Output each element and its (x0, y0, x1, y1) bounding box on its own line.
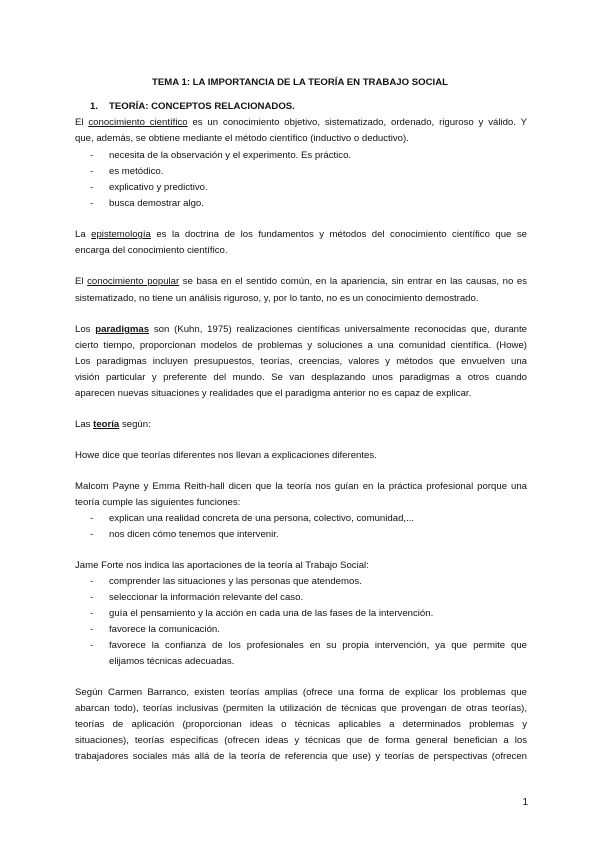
bullet-dash: - (90, 513, 94, 524)
paragraph-line: abarcan todo), teorías inclusivas (permiten la utilización de técnicas que provengan de otras teorías), (75, 703, 527, 714)
section-heading: TEORÍA: CONCEPTOS RELACIONADOS. (109, 101, 295, 112)
list-item: explican una realidad concreta de una persona, colectivo, comunidad,... (109, 513, 415, 524)
paragraph-forte-line1: Jame Forte nos indica las aportaciones de la teoría al Trabajo Social: (75, 560, 369, 571)
text-fragment: Los (75, 324, 96, 335)
paragraph-epistemologia-line1 (75, 229, 527, 241)
paragraph-line: que, además, se obtiene mediante el método científico (inductivo o deductivo). (75, 133, 409, 144)
list-item: nos dicen cómo tenemos que intervenir. (109, 529, 279, 540)
list-item: seleccionar la información relevante del caso. (109, 592, 304, 603)
list-item: es metódico. (109, 166, 164, 177)
paragraph-conocimiento-cientifico-line1 (75, 117, 527, 129)
list-item: favorece la comunicación. (109, 624, 220, 635)
list-item: explicativo y predictivo. (109, 182, 208, 193)
bullet-dash: - (90, 576, 94, 587)
term-paradigmas: paradigmas (95, 324, 150, 335)
text-fragment: La (75, 229, 92, 240)
paragraph-line: visión particular y preferente del mundo. Se van desplazando unos paradigmas a otros cuando (75, 372, 527, 383)
list-item: guía el pensamiento y la acción en cada una de las fases de la intervención. (109, 608, 434, 619)
paragraph-line: sistematizado, no tiene un análisis riguroso, y, por lo tanto, no es un conocimiento demostrado. (75, 293, 479, 304)
paragraph-line: cierto tiempo, proporcionan modelos de problemas y soluciones a una comunidad científica. (Howe) (75, 340, 527, 351)
text-fragment: se basa en el sentido común, en la apariencia, sin entrar en las causas, no es (179, 276, 527, 287)
paragraph-line: situaciones), teorías específicas (ofrecen ideas y técnicas que de forma general benefician a los (75, 735, 527, 746)
bullet-dash: - (90, 166, 94, 177)
list-item: favorece la confianza de los profesionales en su propia intervención, ya que permite que (109, 640, 527, 651)
text-fragment: El (75, 117, 89, 128)
bullet-dash: - (90, 182, 94, 193)
bullet-dash: - (90, 640, 94, 651)
bullet-dash: - (90, 624, 94, 635)
bullet-dash: - (90, 592, 94, 603)
text-fragment: Las (75, 419, 94, 430)
paragraph-line: Los paradigmas incluyen presupuestos, teorías, creencias, valores y métodos que envuelven una (75, 356, 527, 367)
bullet-dash: - (90, 150, 94, 161)
term-conocimiento-popular: conocimiento popular (87, 276, 180, 287)
term-conocimiento-cientifico: conocimiento científico (88, 117, 188, 128)
term-teoria: teoría (93, 419, 120, 430)
bullet-dash: - (90, 529, 94, 540)
paragraph-paradigmas-line1 (75, 324, 527, 336)
list-item: comprender las situaciones y las personas que atendemos. (109, 576, 362, 587)
paragraph-payne-line1: Malcom Payne y Emma Reith-hall dicen que la teoría nos guían en la práctica profesional porque una (75, 481, 527, 492)
paragraph-line: teoría cumple las siguientes funciones: (75, 497, 241, 508)
paragraph-teoria (75, 419, 151, 431)
bullet-dash: - (90, 608, 94, 619)
text-fragment: es la doctrina de los fundamentos y métodos del conocimiento científico que se (150, 229, 527, 240)
text-fragment: según: (119, 419, 151, 430)
paragraph-howe: Howe dice que teorías diferentes nos llevan a explicaciones diferentes. (75, 450, 377, 461)
paragraph-line: encarga del conocimiento científico. (75, 245, 228, 256)
list-item: busca demostrar algo. (109, 198, 204, 209)
page-number: 1 (522, 797, 528, 808)
paragraph-line: aparecen nuevas situaciones y realidades que el paradigma anterior no es capaz de explicar. (75, 388, 472, 399)
term-epistemologia: epistemología (91, 229, 151, 240)
text-fragment: son (Kuhn, 1975) realizaciones científicas universalmente reconocidas que, durante (149, 324, 527, 335)
section-number: 1. (90, 101, 99, 112)
list-item-continuation: elijamos técnicas adecuadas. (109, 656, 235, 667)
list-item: necesita de la observación y el experimento. Es práctico. (109, 150, 352, 161)
bullet-dash: - (90, 198, 94, 209)
paragraph-line: Según Carmen Barranco, existen teorías amplias (ofrece una forma de explicar los problemas que (75, 687, 527, 698)
paragraph-line: trabajadores sociales más allá de la teoría de referencia que use) y teorías de perspectivas (ofrecen (75, 751, 527, 762)
text-fragment: El (75, 276, 88, 287)
page-title: TEMA 1: LA IMPORTANCIA DE LA TEORÍA EN TRABAJO SOCIAL (152, 77, 448, 88)
paragraph-line: teorías de aplicación (proporcionan ideas o técnicas aplicables a determinados problemas y (75, 719, 527, 730)
paragraph-conocimiento-popular-line1 (75, 276, 527, 288)
text-fragment: es un conocimiento objetivo, sistematizado, ordenado, riguroso y válido. Y (187, 117, 527, 128)
